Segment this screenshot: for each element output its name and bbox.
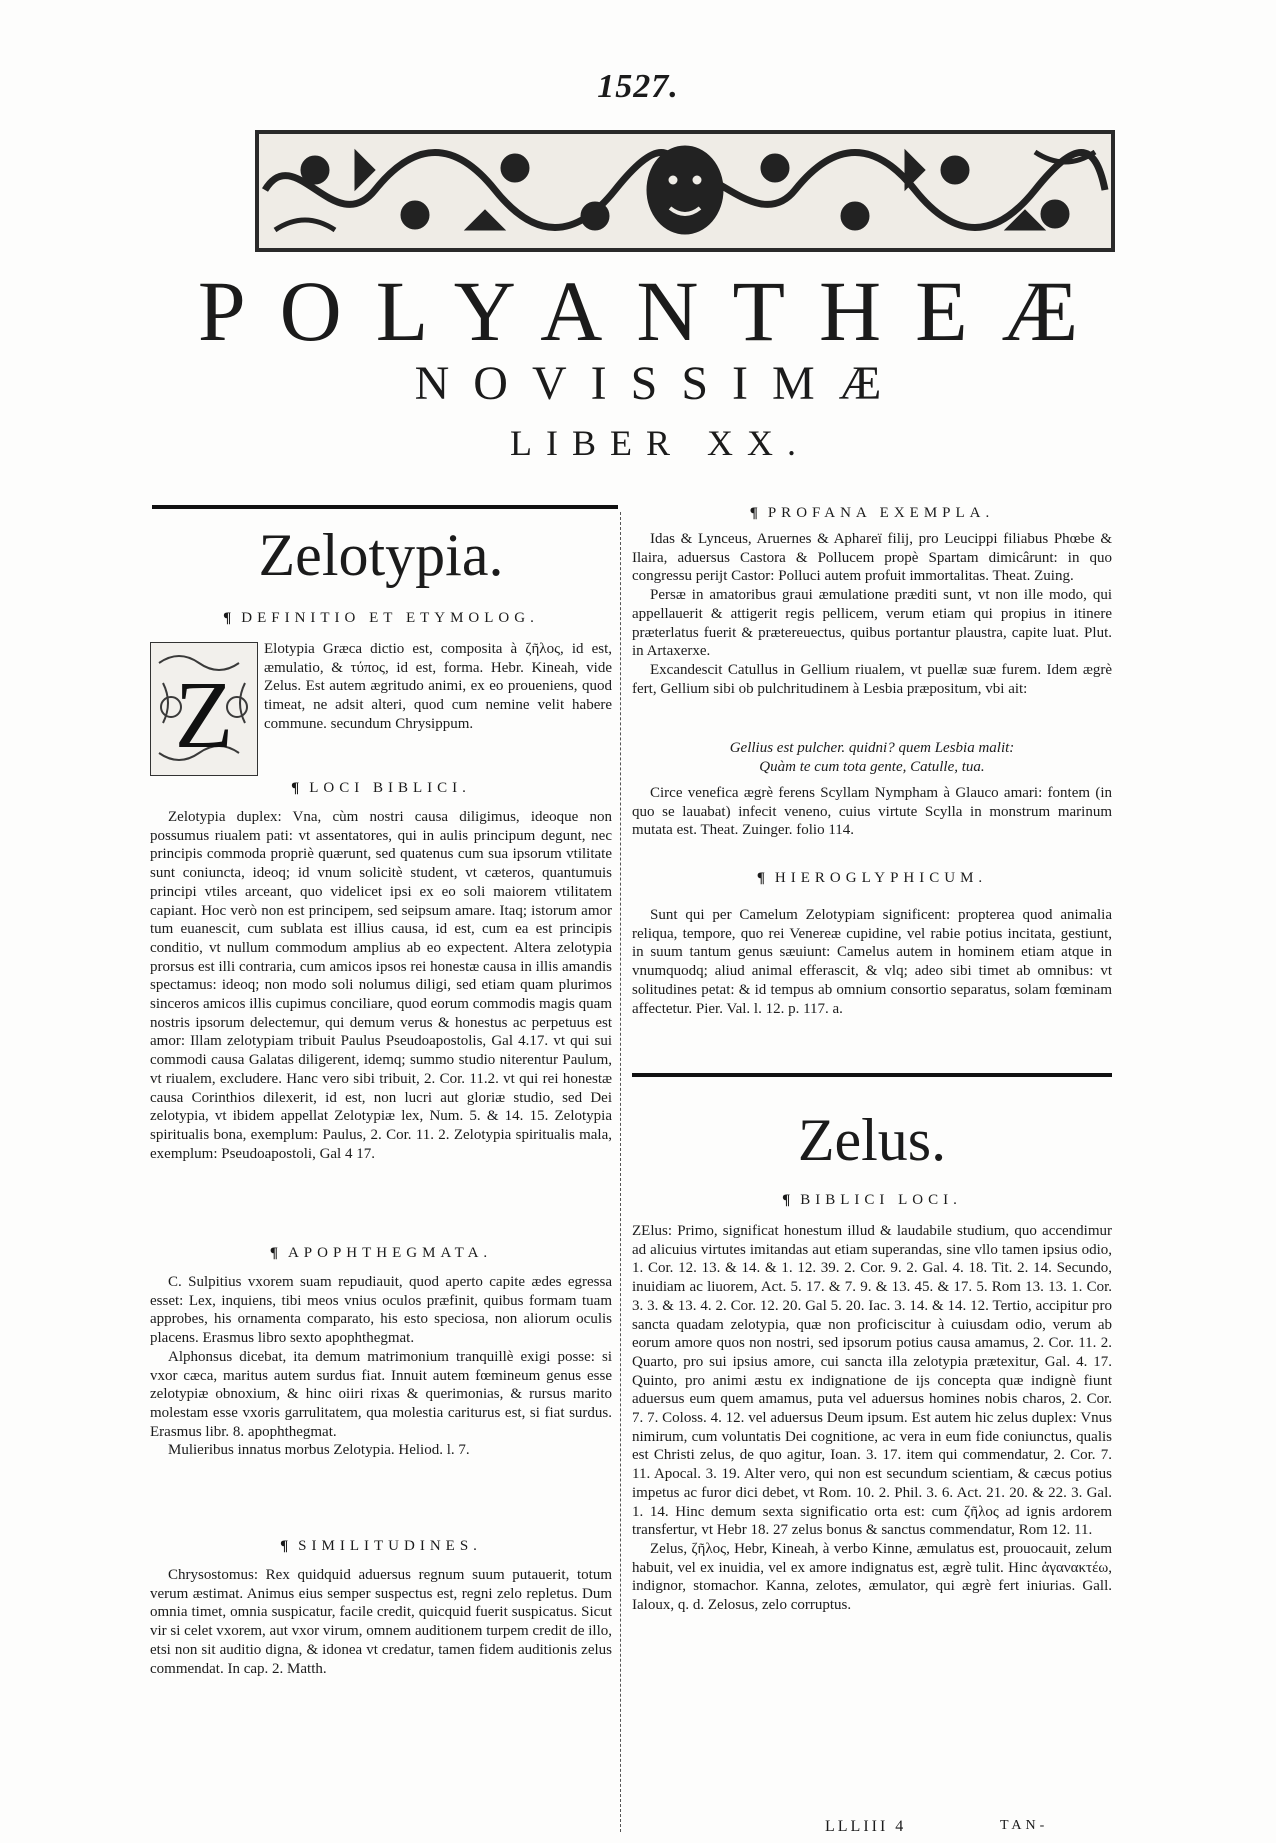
body-paragraph: Zelotypia duplex: Vna, cùm nostri causa diligimus, ideoque non possumus riualem pati: vt assentatores, qui in aulis principum degunt, nec principis commoda propriè quærunt, sed quatenus cum sua ipsorum vtilitate sunt coniuncta, ideoq; id vnum solicitè student, vt cæteros, quantumuis principi vtiles arceant, quo videlicet ipsi ex eo soli maiorem vtilitatem capiant. Hoc verò non est principem, sed seipsum amare. Itaq; istorum amor tum euanescit, cum sublata est illius causa, id est, cum ea est principis conditio, vt nullum commodum amplius ab eo expectent. Altera zelotypia prorsus est illi contraria, cum amicos ipsos rei honestæ causa in illis amandis spectamus: ideoq; non modo soli nolumus diligi, sed etiam quam plurimos sinceros amicos illis cupimus conciliare, quod eorum commodis magis quam nostris ipsorum delectemur, qui demum verus & honestus ac perpetuus est amor: Illam zelotypiam tribuit Paulus Pseudoapostolis, Gal 4.17. vt qui sui commodi causa Galatas diligerent, idemq; summo studio niterentur Paulum, vt riualem, excludere. Hanc vero sibi tribuit, 2. Cor. 11.2. vt qui rei honestæ causa Corinthios dilexerit, id est, non lucri aut gloriæ studio, sed Dei zelotypia, vt ibidem appellat Zelotypiæ lex, Num. 5. & 14. 15. Zelotypia spiritualis bona, exemplum: Paulus, 2. Cor. 11. 2. Zelotypia spiritualis mala, exemplum: Pseudoapostoli, Gal 4 17. [150, 809, 612, 1162]
section-heading: ¶ SIMILITUDINES. [280, 1538, 482, 1554]
pilcrow-icon: ¶ [749, 505, 758, 521]
pilcrow-icon: ¶ [756, 870, 765, 886]
definition-text: Elotypia Græca dictio est, composita à ζῆλος, id est, æmulatio, & τύπος, id est, forma. Hebr. Kineah, vide Zelus. Est autem ægritudo animi, ex eo proueniens, quod timeat, ne adsit alteri, quod cum nemine velit habere commune. secundum Chrysippum. [264, 641, 612, 732]
body-paragraph: C. Sulpitius vxorem suam repudiauit, quod aperto capite ædes egressa esset: Lex, inquiens, tibi meos vnius oculos præfinit, quibus formam tuam approbes, his ornamenta comparato, his esto speciosa, non aliorum oculis placens. Erasmus libro sexto apophthegmat. Alphonsus dicebat, ita demum matrimonium tranquillè exigi posse: si vxor cæca, maritus autem surdus fiat. Innuit autem fœmineum genus esse zelotypiæ obnoxium, & hinc oiiri rixas & querimonias, & rursus marito molestam esse vxoris garrulitatem, qua molestia cariturus est, si fiat surdus. Erasmus libr. 8. apophthegmat. Mulieribus innatus morbus Zelotypia. Heliod. l. 7. [150, 1274, 612, 1459]
section-heading: ¶ DEFINITIO ET ETYMOLOG. [223, 610, 539, 626]
signature-mark: LLLIII 4 [825, 1818, 907, 1835]
main-title: POLYANTHEÆ [197, 263, 1113, 359]
foliage-ornament-icon [255, 130, 1115, 252]
body-paragraph: Chrysostomus: Rex quidquid aduersus regnum suum putauerit, totum verum æstimat. Animus eius semper suspectus est, regni zelo repletus. Dum omnia timet, omnia suspicatur, facile credit, quicquid fuerit suspicatus. Sicut vir si celet vxorem, aut vxor virum, omnem auditionem turpem credit de illo, etsi non sit auditio digna, & idonea vt credatur, tamen fidem auditionis zelus commendat. In cap. 2. Matth. [150, 1567, 612, 1677]
pilcrow-icon: ¶ [280, 1538, 289, 1554]
section-heading: ¶ PROFANA EXEMPLA. [749, 505, 995, 521]
section-heading: ¶ APOPHTHEGMATA. [269, 1245, 493, 1261]
section-rule [152, 505, 618, 509]
section-heading: ¶ HIEROGLYPHICUM. [756, 870, 988, 886]
column-divider [620, 512, 622, 1832]
body-paragraph: Sunt qui per Camelum Zelotypiam significent: propterea quod animalia reliqua, tempore, quo rei Venereæ cupidine, vel rabie potius incitata, gestiunt, in suum tantum genus sæuiunt: Camelus autem in hominem etiam atque in vnumquodq; aliud animal efferascit, & vlq; adeo sibi timet ab omnibus: vt solitudines petat: & id tempus ab omnium consortio separatus, solam fœminam affectetur. Pier. Val. l. 12. p. 117. a. [632, 907, 1112, 1017]
entry-title: Zelus. [797, 1107, 947, 1173]
verse-quote: Gellius est pulcher. quidni? quem Lesbia malit: Quàm te cum tota gente, Catulle, tua. [729, 740, 1015, 775]
body-paragraph: Circe venefica ægrè ferens Scyllam Nympham à Glauco amari: fontem (in quo se lauabat) infecit veneno, cuius virtute Scylla in monstrum marinum mutata est. Theat. Zuinger. folio 114. [632, 785, 1112, 839]
pilcrow-icon: ¶ [269, 1245, 278, 1261]
body-paragraph: Idas & Lynceus, Aruernes & Aphareï filij, pro Leucippi filiabus Phœbe & Ilaira, aduersus Castora & Pollucem propè Spartam dimicârunt: in quo congressu perijt Castor: Polluci autem profuit immortalitas. Theat. Zuing. Persæ in amatoribus graui æmulatione præditi sunt, vt non ille modo, qui appellauerit & attigerit regis pellicem, verum etiam qui propius in itinere præterlatus fuerit & prætereuectus, quibus portantur plaustra, capite luat. Plut. in Artaxerxe. Excandescit Catullus in Gellium riualem, vt puellæ suæ furem. Idem ægrè fert, Gellium sibi ob pulchritudinem à Lesbia præpositum, vbi ait: [632, 531, 1112, 697]
pilcrow-icon: ¶ [291, 780, 300, 796]
decorated-initial [150, 642, 258, 776]
pilcrow-icon: ¶ [223, 610, 232, 626]
initial-letter: Z [174, 661, 234, 768]
section-heading: ¶ BIBLICI LOCI. [782, 1192, 962, 1208]
subtitle: NOVISSIMÆ [414, 357, 906, 410]
section-rule [632, 1073, 1112, 1077]
entry-title: Zelotypia. [258, 522, 504, 588]
page-number: 1527. [597, 68, 679, 105]
pilcrow-icon: ¶ [782, 1192, 791, 1208]
catchword: TAN- [1000, 1818, 1049, 1833]
body-paragraph: ZElus: Primo, significat honestum illud & laudabile studium, quo accendimur ad alicuius virtutes imitandas aut etiam superandas, sine vllo tamen ipsius odio, 1. Cor. 12. 13. & 14. & 1. 12. 39. 2. Cor. 9. 2. Gal. 4. 18. Tit. 2. 14. Secundo, inuidiam ac liuorem, Act. 5. 17. & 7. 9. & 13. 45. & 17. 5. Rom 13. 13. 1. Cor. 3. 3. & 13. 4. 2. Cor. 12. 20. Gal 5. 20. Iac. 3. 14. & 14. 12. Tertio, accipitur pro sancta quadam zelotypia, quæ non proficiscitur à cuiusdam odio, verum ab eorum amore quos non nostri, sed ipsorum potius causa amamus, 2. Cor. 11. 2. Quarto, pro sui ipsius amore, cui sancta illa zelotypia prætexitur, Gal. 4. 17. Quinto, pro animi æstu ex indignatione de ijs concepta quæ indignè fiunt aduersus eum quem amamus, puta vel aduersus homines nobis charos, 2. Cor. 7. 7. Coloss. 4. 12. vel aduersus Deum ipsum. Est autem hic zelus duplex: Vnus nimirum, cum voluntatis Dei cognitione, ac vera in eum fide coniunctus, qualis est Christi zelus, de quo agitur, Ioan. 3. 17. item qui commendatur, 2. Cor. 7. 11. Apocal. 3. 19. Alter vero, qui non est secundum scientiam, & cæcus potius impetus ac furor dici debet, vt Rom. 10. 2. Phil. 3. 6. Act. 21. 20. & 22. 3. Gal. 1. 14. Hinc demum sexta significatio orta est: cum ζῆλος ad ignis ardorem transfertur, vt Hebr 18. 27 zelus bonus & sanctus commendatur, Rom 12. 11. Zelus, ζῆλος, Hebr, Kineah, à verbo Kinne, æmulatus est, prouocauit, zelum habuit, vel ex inuidia, vel ex amore indignatus est, ægrè tulit. Hinc ἀγανακτέω, indignor, stomachor. Kanna, zelotes, æmulator, qui ægrè fert iniurias. Gall. Ialoux, q. d. Zelosus, zelo corruptus. [632, 1223, 1112, 1614]
book-label: LIBER XX. [510, 423, 810, 463]
section-heading: ¶ LOCI BIBLICI. [291, 780, 471, 796]
